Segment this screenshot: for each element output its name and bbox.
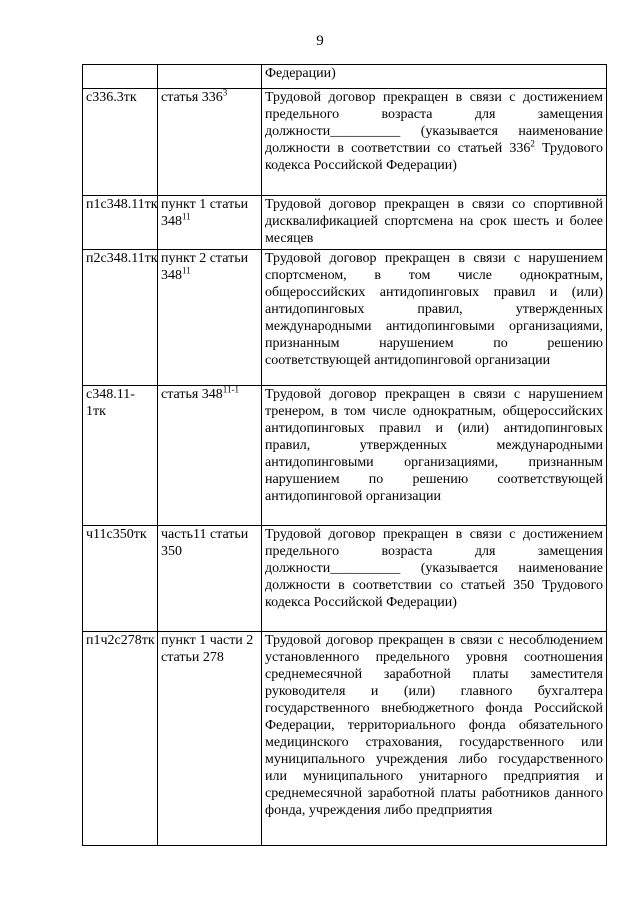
- article-cell: [158, 89, 262, 196]
- description-text: Трудовой договор прекращен в связи с нарушением спортсменом, в том числе однократным, общероссийских антидопинговых правил и (или) антидопинговых правил, утвержденных международными антидопинговыми организациями, признанным нарушением по решению соответствующей антидопинговой организации: [265, 251, 603, 368]
- description-cell: [262, 89, 607, 196]
- table-row: [83, 196, 607, 250]
- code-cell: п1с348.11тк: [83, 196, 158, 250]
- code-cell: с336.3тк: [83, 89, 158, 196]
- table-row: [83, 386, 607, 526]
- article-superscript: 11: [182, 211, 191, 222]
- description-cell: [262, 632, 607, 846]
- page-number: 9: [316, 33, 324, 49]
- description-text: Трудовой договор прекращен в связи с достижением предельного возраста для замещения должности__________ (указывается наименование должности в соответствии со статьей 336: [265, 90, 603, 156]
- description-text: Трудовой договор прекращен в связи с несоблюдением установленного предельного уровня соотношения среднемесячной заработной платы заместителя руководителя и (или) главного бухгалтера государственного внебюджетного фонда Российской Федерации, территориального фонда обязательного медицинского страхования, государственного или муниципального учреждения либо государственного или муниципального унитарного предприятия и среднемесячной заработной платы работников данного фонда, учреждения либо предприятия: [265, 633, 603, 818]
- description-text: Трудовой договор прекращен в связи с нарушением тренером, в том числе однократным, общероссийских антидопинговых правил и (или) антидопинговых правил, утвержденных международными антидопинговыми организациями, признанным нарушением по решению соответствующей антидопинговой организации: [265, 387, 603, 504]
- article-cell: [158, 386, 262, 526]
- description-cell: [262, 386, 607, 526]
- description-cell: [262, 526, 607, 632]
- description-superscript: 2: [530, 138, 535, 149]
- description-cell: [262, 196, 607, 250]
- article-cell: [158, 250, 262, 386]
- description-cell: Федерации): [262, 65, 607, 89]
- code-cell: ч11с350тк: [83, 526, 158, 632]
- description-text-tail: Трудового кодекса Российской Федерации): [265, 141, 603, 173]
- article-cell: [158, 196, 262, 250]
- article-text: пункт 2 статьи 348: [161, 251, 249, 283]
- article-superscript: 11-1: [222, 384, 239, 395]
- article-text: часть11 статьи 350: [161, 527, 249, 559]
- table-row: [83, 526, 607, 632]
- article-text: пункт 1 части 2 статьи 278: [161, 633, 254, 665]
- table-row: [83, 250, 607, 386]
- article-superscript: 3: [222, 87, 228, 98]
- article-text: пункт 1 статьи 348: [161, 197, 249, 229]
- article-cell: [158, 632, 262, 846]
- article-text: статья 336: [161, 90, 223, 105]
- dismissal-codes-table: [82, 64, 607, 846]
- article-text: статья 348: [161, 387, 223, 402]
- description-text: Трудовой договор прекращен в связи со спортивной дисквалификацией спортсмена на срок шесть и более месяцев: [265, 197, 603, 246]
- article-superscript: 11: [182, 265, 191, 276]
- article-cell: [158, 526, 262, 632]
- table-row: [83, 632, 607, 846]
- description-cell: [262, 250, 607, 386]
- code-cell: [83, 65, 158, 89]
- code-cell: п1ч2с278тк: [83, 632, 158, 846]
- table-row-continuation: [83, 65, 607, 89]
- article-cell: [158, 65, 262, 89]
- code-cell: п2с348.11тк: [83, 250, 158, 386]
- table-row: [83, 89, 607, 196]
- description-text: Трудовой договор прекращен в связи с достижением предельного возраста для замещения должности__________ (указывается наименование должности в соответствии со статьей 350 Трудового кодекса Российской Федерации): [265, 527, 603, 610]
- code-cell: с348.11-1тк: [83, 386, 158, 526]
